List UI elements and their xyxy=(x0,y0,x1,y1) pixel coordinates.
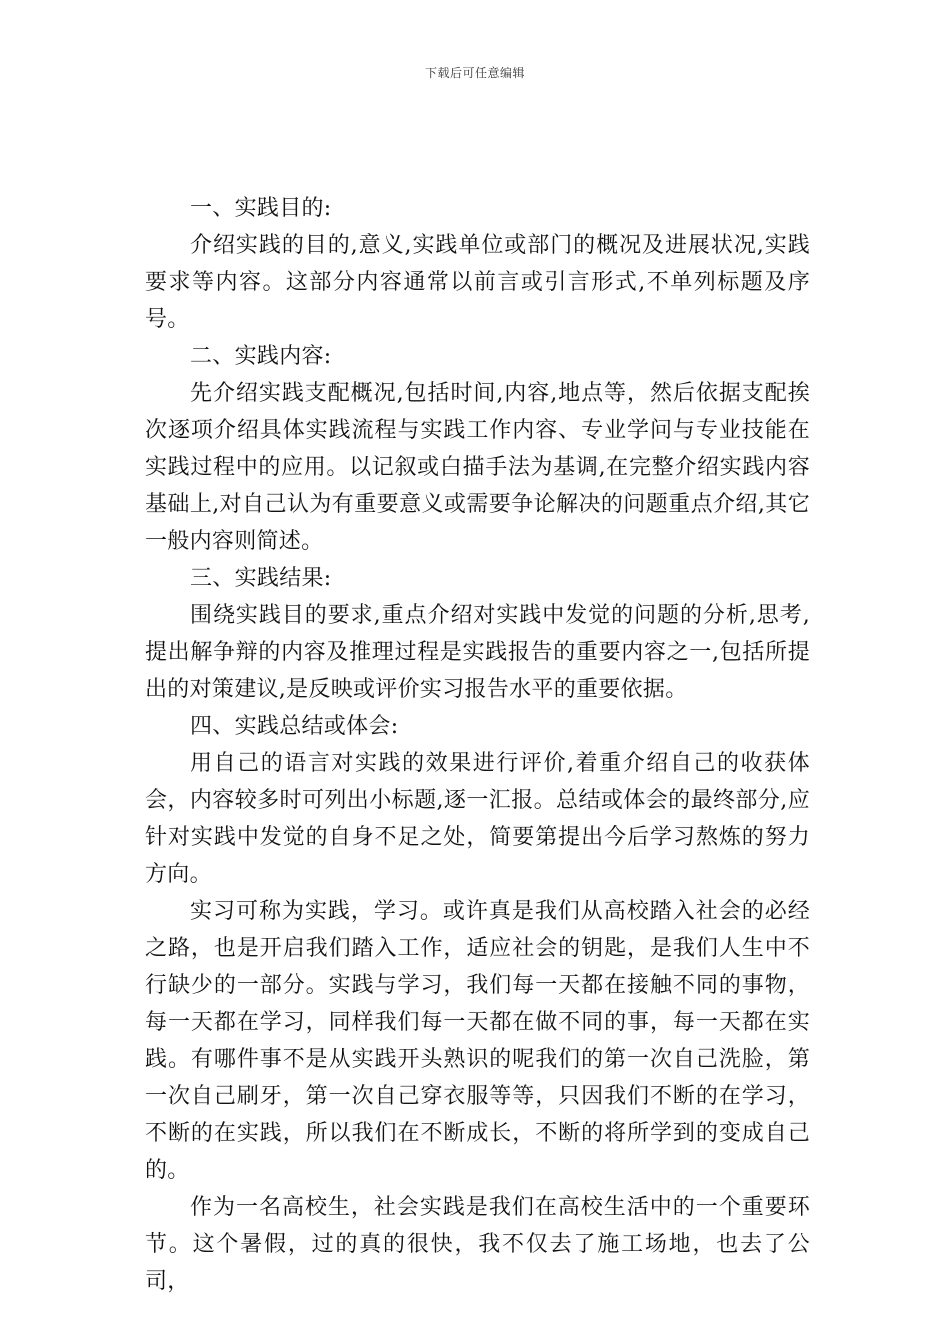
section-heading-result: 三、实践结果: xyxy=(190,566,332,591)
paragraph-purpose: 介绍实践的目的,意义,实践单位或部门的概况及进展状况,实践要求等内容。这部分内容通常以前言或引言形式,不单列标题及序号。 xyxy=(145,233,810,332)
paragraph-student: 作为一名高校生，社会实践是我们在高校生活中的一个重要环节。这个暑假，过的真的很快，我不仅去了施工场地，也去了公司， xyxy=(145,1195,810,1294)
page-header: 下载后可任意编辑 xyxy=(424,66,525,80)
section-heading-summary: 四、实践总结或体会: xyxy=(190,714,399,739)
paragraph-content: 先介绍实践支配概况,包括时间,内容,地点等，然后依据支配挨次逐项介绍具体实践流程与实践工作内容、专业学问与专业技能在实践过程中的应用。以记叙或白描手法为基调,在完整介绍实践内容基础上,对自己认为有重要意义或需要争论解决的问题重点介绍,其它一般内容则简述。 xyxy=(145,381,810,554)
paragraph-result: 围绕实践目的要求,重点介绍对实践中发觉的问题的分析,思考,提出解争辩的内容及推理过程是实践报告的重要内容之一,包括所提出的对策建议,是反映或评价实习报告水平的重要依据。 xyxy=(145,603,810,702)
section-heading-content: 二、实践内容: xyxy=(190,344,332,369)
section-heading-purpose: 一、实践目的: xyxy=(190,196,332,221)
paragraph-summary: 用自己的语言对实践的效果进行评价,着重介绍自己的收获体会，内容较多时可列出小标题,逐一汇报。总结或体会的最终部分,应针对实践中发觉的自身不足之处，简要第提出今后学习熬炼的努力方向。 xyxy=(145,751,810,887)
document-body xyxy=(145,190,810,1300)
paragraph-internship: 实习可称为实践，学习。或许真是我们从高校踏入社会的必经之路，也是开启我们踏入工作，适应社会的钥匙，是我们人生中不行缺少的一部分。实践与学习，我们每一天都在接触不同的事物，每一天都在学习，同样我们每一天都在做不同的事，每一天都在实践。有哪件事不是从实践开头熟识的呢我们的第一次自己洗脸，第一次自己刷牙，第一次自己穿衣服等等，只因我们不断的在学习，不断的在实践，所以我们在不断成长，不断的将所学到的变成自己的。 xyxy=(145,899,810,1183)
